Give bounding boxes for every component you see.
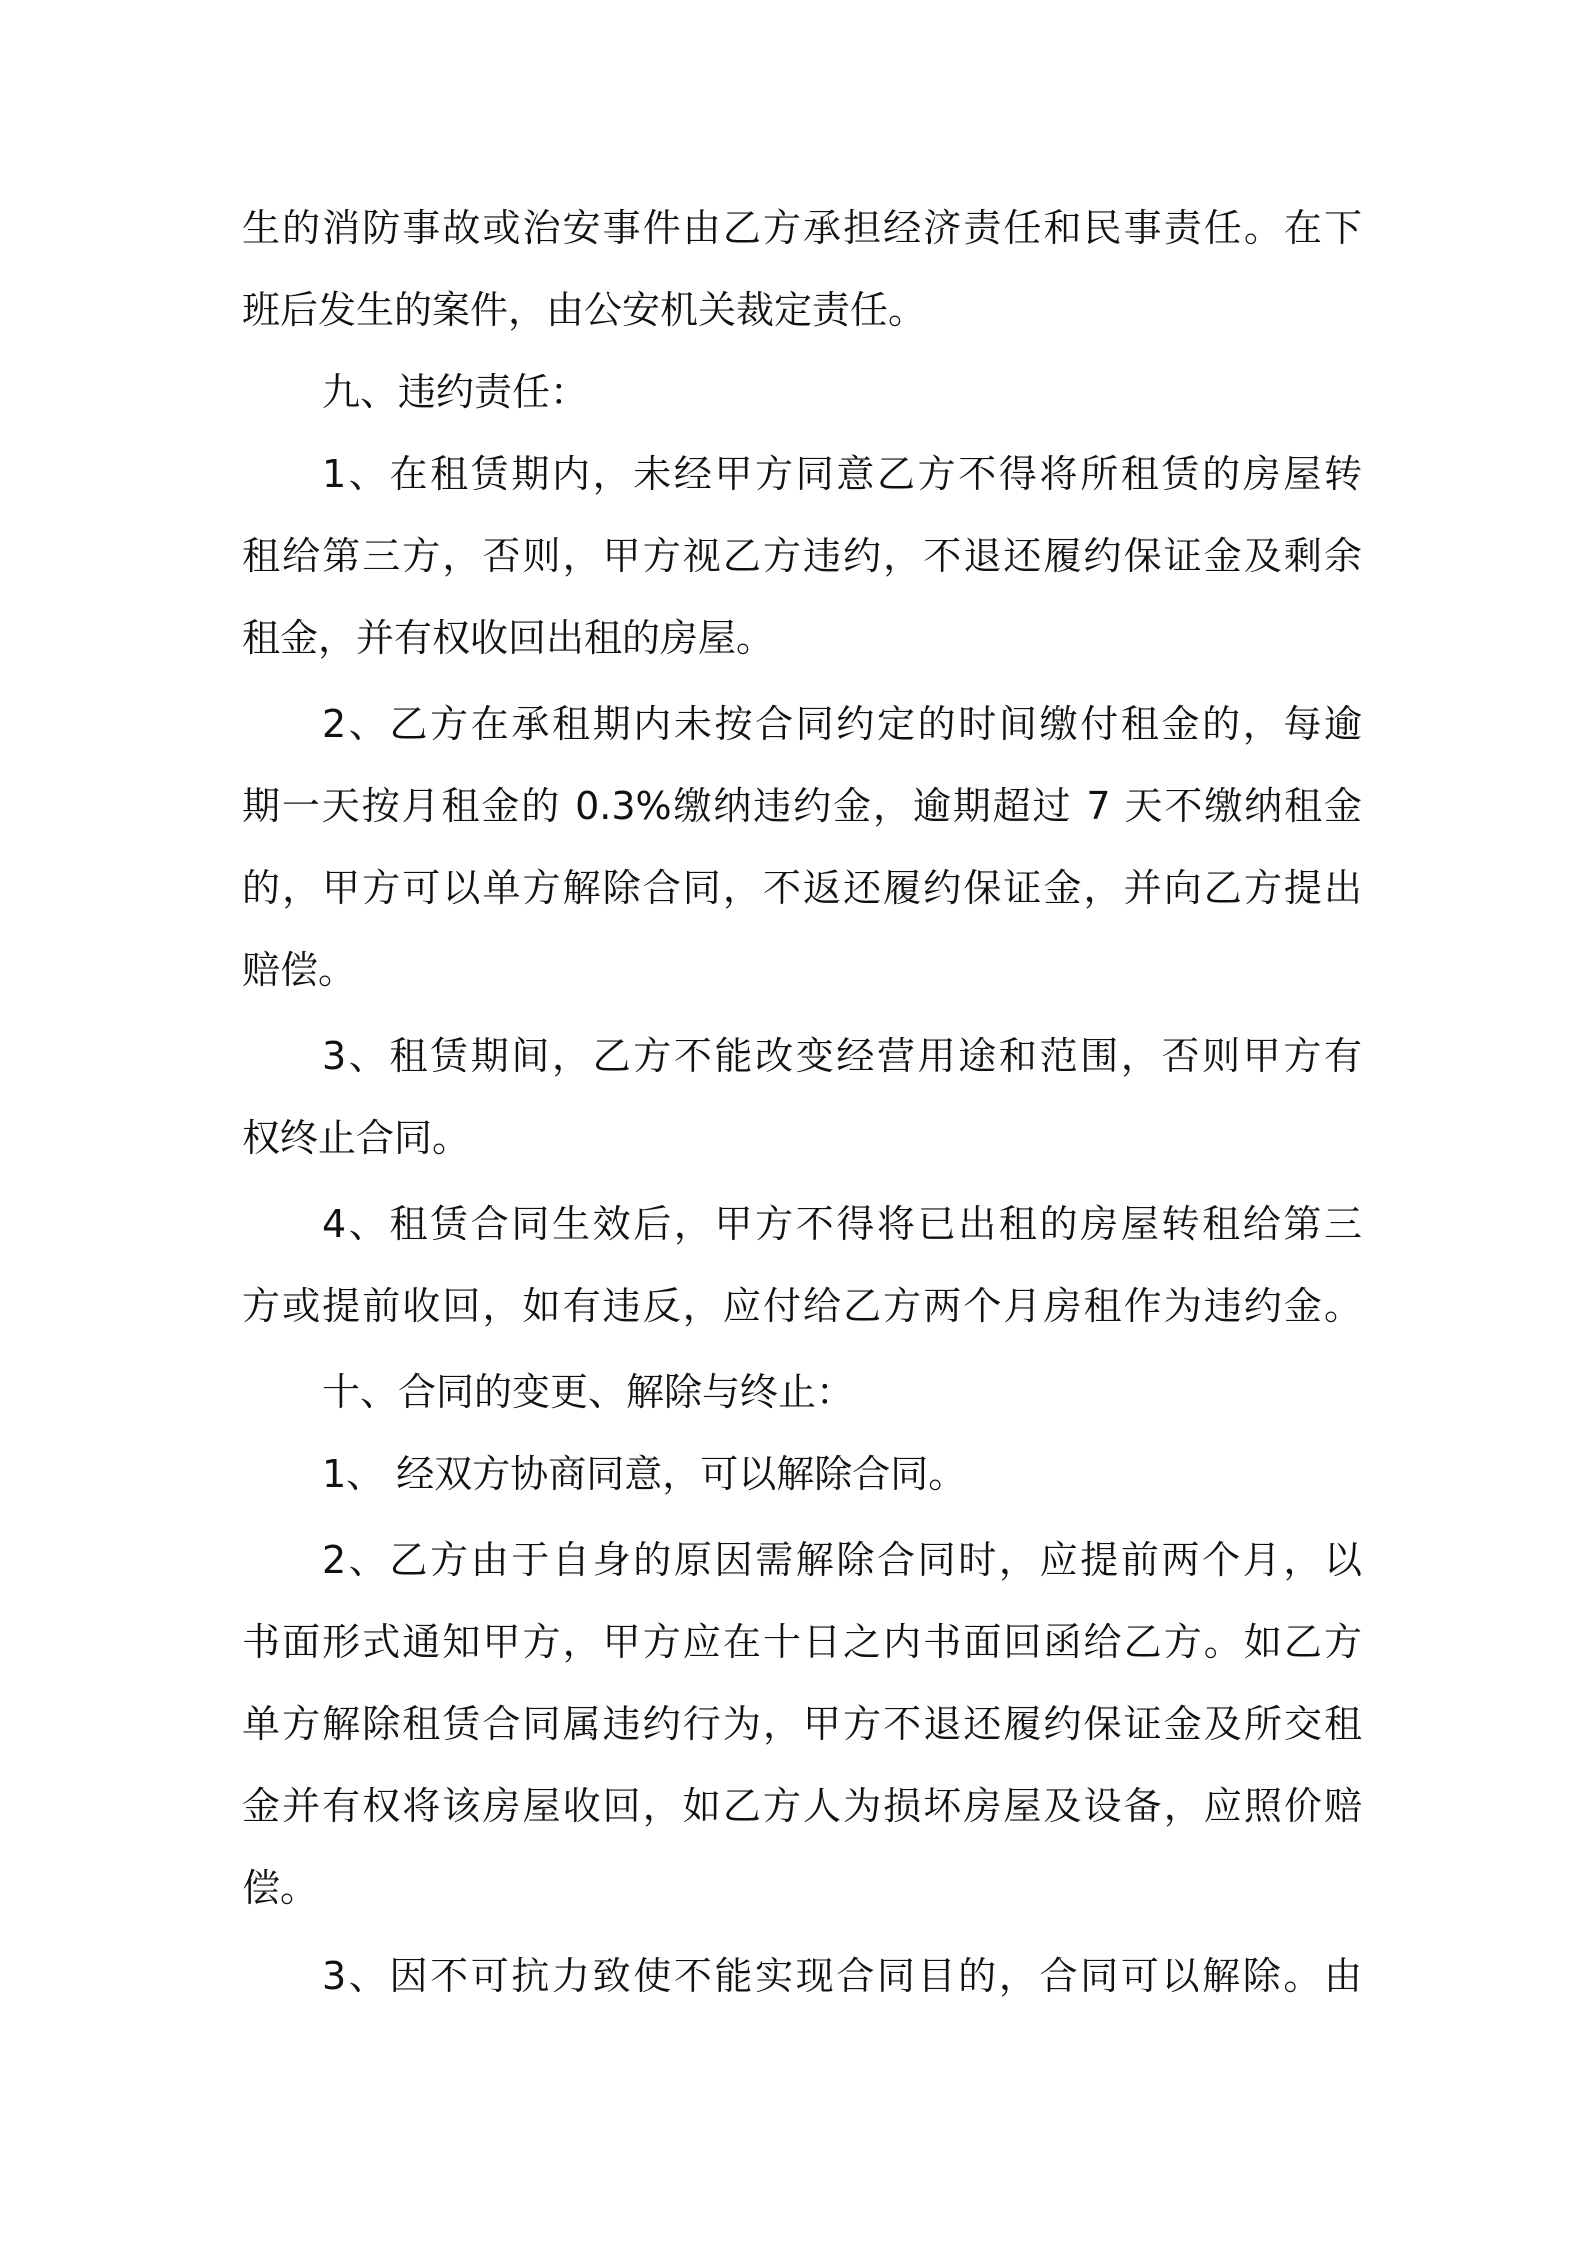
text-line: 班后发生的案件，由公安机关裁定责任。 <box>242 288 927 332</box>
text-line: 2、乙方由于自身的原因需解除合同时，应提前两个月，以 <box>322 1538 1362 1582</box>
text-line: 3、因不可抗力致使不能实现合同目的，合同可以解除。由 <box>322 1954 1362 1998</box>
text-line: 金并有权将该房屋收回，如乙方人为损坏房屋及设备，应照价赔 <box>242 1784 1362 1828</box>
text-line: 2、乙方在承租期内未按合同约定的时间缴付租金的，每逾 <box>322 702 1362 746</box>
text-line: 偿。 <box>242 1866 319 1910</box>
text-line: 的，甲方可以单方解除合同，不返还履约保证金，并向乙方提出 <box>242 866 1362 910</box>
section-heading: 九、违约责任： <box>322 370 589 414</box>
text-line: 租给第三方，否则，甲方视乙方违约，不退还履约保证金及剩余 <box>242 534 1362 578</box>
text-line: 生的消防事故或治安事件由乙方承担经济责任和民事责任。在下 <box>242 206 1362 250</box>
section-heading: 十、合同的变更、解除与终止： <box>322 1370 855 1414</box>
text-line: 1、 经双方协商同意，可以解除合同。 <box>322 1452 967 1496</box>
text-line: 权终止合同。 <box>242 1116 471 1160</box>
text-line: 3、租赁期间，乙方不能改变经营用途和范围，否则甲方有 <box>322 1034 1362 1078</box>
text-line: 方或提前收回，如有违反，应付给乙方两个月房租作为违约金。 <box>242 1284 1362 1328</box>
text-line: 单方解除租赁合同属违约行为，甲方不退还履约保证金及所交租 <box>242 1702 1362 1746</box>
text-line: 租金，并有权收回出租的房屋。 <box>242 616 775 660</box>
text-line: 1、在租赁期内，未经甲方同意乙方不得将所租赁的房屋转 <box>322 452 1362 496</box>
text-line: 4、租赁合同生效后，甲方不得将已出租的房屋转租给第三 <box>322 1202 1362 1246</box>
text-line: 期一天按月租金的 0.3%缴纳违约金，逾期超过 7 天不缴纳租金 <box>242 784 1362 828</box>
text-line: 书面形式通知甲方，甲方应在十日之内书面回函给乙方。如乙方 <box>242 1620 1362 1664</box>
text-line: 赔偿。 <box>242 948 357 992</box>
